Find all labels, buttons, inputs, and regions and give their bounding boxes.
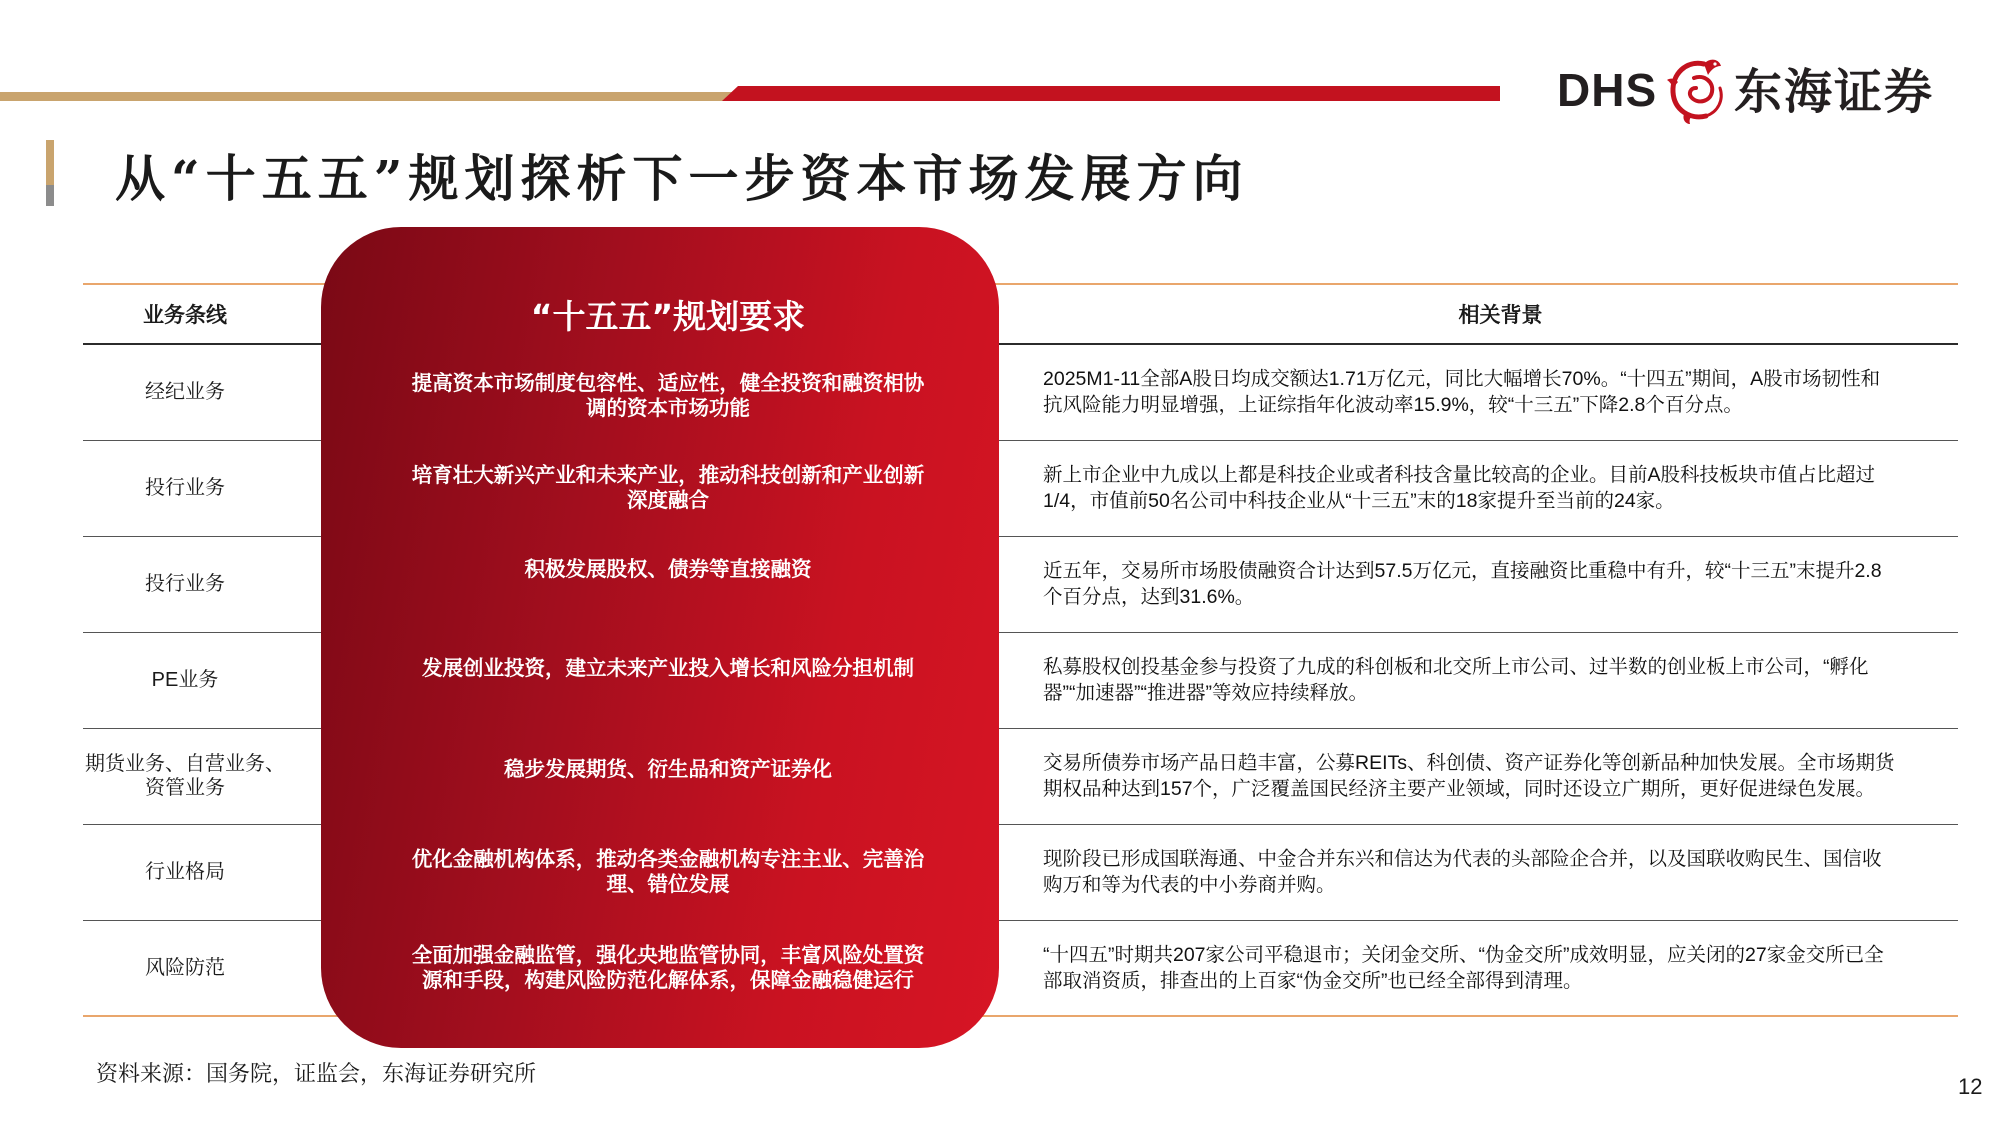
plan-requirement-line: 积极发展股权、债券等直接融资 xyxy=(524,557,812,581)
plan-requirement-cell xyxy=(361,721,975,817)
business-line-text: 经纪业务 xyxy=(145,381,225,403)
business-line-text: 投行业务 xyxy=(145,477,225,499)
background-text-line: 期权品种达到157个，广泛覆盖国民经济主要产业领域，同时还设立广期所，更好促进绿色发展。 xyxy=(1043,778,1876,800)
background-text-line: 1/4，市值前50名公司中科技企业从“十三五”末的18家提升至当前的24家。 xyxy=(1043,490,1675,512)
plan-requirement-cell xyxy=(361,620,975,716)
plan-requirement-line: 调的资本市场功能 xyxy=(586,397,750,420)
business-line-cell xyxy=(60,920,310,1016)
page-title: 从“十五五”规划探析下一步资本市场发展方向 xyxy=(115,149,1249,208)
plan-requirement-line: 发展创业投资，建立未来产业投入增长和风险分担机制 xyxy=(422,656,914,680)
plan-requirement-list xyxy=(361,344,975,1016)
dragon-logo-icon xyxy=(1664,54,1728,126)
background-text-line: 购万和等为代表的中小券商并购。 xyxy=(1043,874,1336,896)
plan-requirement-line: 稳步发展期货、衍生品和资产证券化 xyxy=(504,757,832,781)
background-text-line: 部取消资质，排查出的上百家“伪金交所”也已经全部得到清理。 xyxy=(1043,970,1583,992)
background-text-line: 抗风险能力明显增强，上证综指年化波动率15.9%，较“十三五”下降2.8个百分点。 xyxy=(1043,394,1743,416)
plan-requirement-line: 全面加强金融监管，强化央地监管协同，丰富风险处置资 xyxy=(411,944,925,967)
plan-requirement-cell xyxy=(361,521,975,617)
column-header-plan-requirement: “十五五”规划要求 xyxy=(530,296,806,336)
business-line-text: 投行业务 xyxy=(145,573,225,595)
business-line-cell xyxy=(60,728,310,824)
plan-requirement-line: 优化金融机构体系，推动各类金融机构专注主业、完善治 xyxy=(411,848,925,871)
background-cell xyxy=(1043,920,1958,1016)
background-text-line: 新上市企业中九成以上都是科技企业或者科技含量比较高的企业。目前A股科技板块市值占比超过 xyxy=(1043,464,1876,486)
background-cell xyxy=(1043,536,1958,632)
plan-requirement-cell xyxy=(361,920,975,1016)
background-cell xyxy=(1043,440,1958,536)
background-cell xyxy=(1043,632,1958,728)
business-line-text: 期货业务、自营业务、 xyxy=(85,753,285,775)
plan-requirement-line: 理、错位发展 xyxy=(606,873,730,896)
plan-requirement-line: 提高资本市场制度包容性、适应性，健全投资和融资相协 xyxy=(411,372,925,395)
background-column xyxy=(1043,344,1958,1016)
background-text-line: 个百分点，达到31.6%。 xyxy=(1043,586,1255,608)
business-line-column xyxy=(60,344,310,1016)
business-line-text: PE业务 xyxy=(151,669,219,691)
background-cell xyxy=(1043,824,1958,920)
header-gold-bar xyxy=(0,92,736,101)
business-line-text: 风险防范 xyxy=(145,957,225,979)
background-text-line: “十四五”时期共207家公司平稳退市；关闭金交所、“伪金交所”成效明显，应关闭的27家金交所已全 xyxy=(1043,944,1884,966)
plan-requirement-panel xyxy=(321,227,999,1048)
background-text-line: 私募股权创投基金参与投资了九成的科创板和北交所上市公司、过半数的创业板上市公司，“孵化 xyxy=(1043,656,1869,678)
business-line-text: 行业格局 xyxy=(145,861,225,883)
background-text-line: 器”“加速器”“推进器”等效应持续释放。 xyxy=(1043,682,1368,704)
plan-requirement-cell xyxy=(361,824,975,920)
background-text-line: 现阶段已形成国联海通、中金合并东兴和信达为代表的头部险企合并，以及国联收购民生、国信收 xyxy=(1043,848,1882,870)
column-header-business-line: 业务条线 xyxy=(143,304,227,327)
business-line-cell xyxy=(60,824,310,920)
business-line-cell xyxy=(60,344,310,440)
source-note: 资料来源：国务院，证监会，东海证券研究所 xyxy=(96,1061,537,1086)
background-text-line: 近五年，交易所市场股债融资合计达到57.5万亿元，直接融资比重稳中有升，较“十三五”末提升2.8 xyxy=(1043,560,1882,582)
plan-requirement-cell xyxy=(361,348,975,444)
column-header-background: 相关背景 xyxy=(1458,304,1543,327)
title-accent-bar xyxy=(46,140,54,206)
plan-requirement-line: 源和手段，构建风险防范化解体系，保障金融稳健运行 xyxy=(422,969,914,992)
plan-requirement-line: 深度融合 xyxy=(627,489,709,512)
logo-abbreviation: DHS xyxy=(1557,64,1658,116)
business-line-cell xyxy=(60,440,310,536)
background-cell xyxy=(1043,344,1958,440)
page-number: 12 xyxy=(1958,1074,1983,1099)
business-line-cell xyxy=(60,536,310,632)
business-line-cell xyxy=(60,632,310,728)
background-text-line: 2025M1-11全部A股日均成交额达1.71万亿元，同比大幅增长70%。“十四五”期间，A股市场韧性和 xyxy=(1043,368,1881,390)
logo-company-name: 东海证券 xyxy=(1734,64,1935,120)
business-line-text: 资管业务 xyxy=(145,777,225,799)
background-cell xyxy=(1043,728,1958,824)
background-text-line: 交易所债券市场产品日趋丰富，公募REITs、科创债、资产证券化等创新品种加快发展。全市场期货 xyxy=(1043,752,1895,774)
header-red-bar xyxy=(722,86,1500,101)
plan-requirement-line: 培育壮大新兴产业和未来产业，推动科技创新和产业创新 xyxy=(411,464,925,487)
